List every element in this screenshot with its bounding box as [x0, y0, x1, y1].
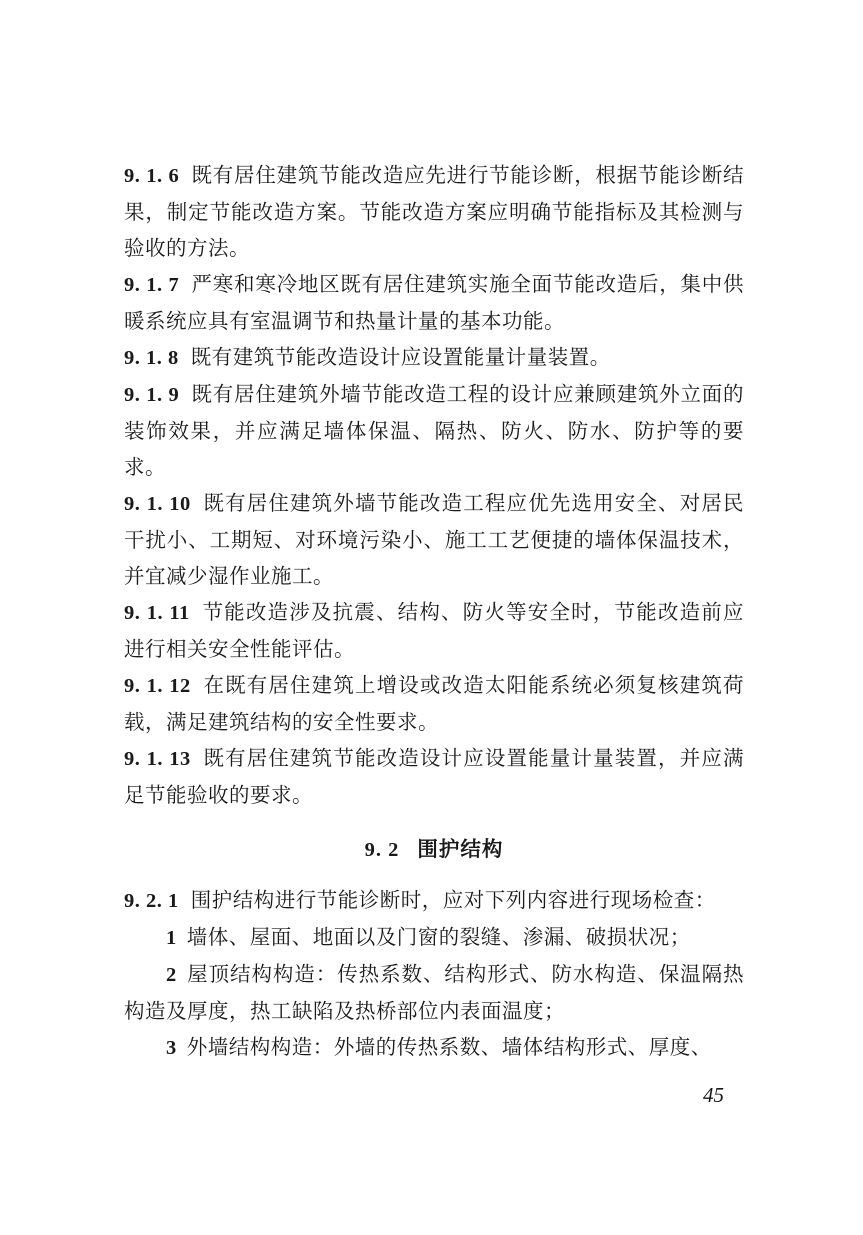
clause-9-2-1: [124, 882, 744, 919]
clause-number: 9. 1. 13: [124, 748, 191, 770]
section-number: 9. 2: [364, 839, 400, 861]
clause-text: 既有居住建筑外墙节能改造工程的设计应兼顾建筑外立面的装饰效果，并应满足墙体保温、隔热、防火、防水、防护等的要求。: [124, 382, 745, 479]
page-number: 45: [703, 1083, 724, 1107]
clause-9-1-8: [124, 339, 744, 376]
item-text: 屋顶结构构造：传热系数、结构形式、防水构造、保温隔热构造及厚度，热工缺陷及热桥部位内表面温度；: [124, 962, 744, 1023]
clause-number: 9. 1. 12: [124, 675, 191, 697]
clause-text: 在既有居住建筑上增设或改造太阳能系统必须复核建筑荷载，满足建筑结构的安全性要求。: [124, 673, 744, 734]
section-heading-9-2: [124, 831, 744, 868]
clause-text: 既有居住建筑节能改造应先进行节能诊断，根据节能诊断结果，制定节能改造方案。节能改造方案应明确节能指标及其检测与验收的方法。: [124, 163, 745, 260]
list-item-3: [124, 1029, 744, 1066]
list-item-2: [124, 956, 744, 1029]
clause-text: 围护结构进行节能诊断时，应对下列内容进行现场检查：: [190, 888, 716, 912]
clause-text: 既有居住建筑节能改造设计应设置能量计量装置，并应满足节能验收的要求。: [124, 746, 744, 807]
list-item-1: [124, 919, 744, 956]
clause-text: 既有建筑节能改造设计应设置能量计量装置。: [190, 345, 611, 369]
clause-number: 9. 1. 6: [124, 165, 180, 187]
clause-9-1-6: [124, 157, 744, 266]
clause-number: 9. 2. 1: [124, 890, 179, 912]
section-title: 围护结构: [417, 837, 504, 861]
clause-text: 严寒和寒冷地区既有居住建筑实施全面节能改造后，集中供暖系统应具有室温调节和热量计量的基本功能。: [124, 272, 745, 333]
clause-9-1-10: [124, 485, 744, 594]
clause-text: 既有居住建筑外墙节能改造工程应优先选用安全、对居民干扰小、工期短、对环境污染小、施工工艺便捷的墙体保温技术，并宜减少湿作业施工。: [124, 491, 744, 588]
item-text: 墙体、屋面、地面以及门窗的裂缝、渗漏、破损状况；: [186, 925, 691, 949]
clause-number: 9. 1. 8: [124, 347, 179, 369]
clause-number: 9. 1. 10: [124, 493, 191, 515]
item-number: 1: [166, 927, 177, 949]
document-body: [124, 157, 744, 1066]
clause-number: 9. 1. 7: [124, 274, 180, 296]
clause-number: 9. 1. 9: [124, 384, 180, 406]
clause-text: 节能改造涉及抗震、结构、防火等安全时，节能改造前应进行相关安全性能评估。: [124, 600, 744, 661]
item-number: 2: [166, 964, 177, 986]
clause-9-1-13: [124, 740, 744, 813]
clause-9-1-12: [124, 667, 744, 740]
clause-number: 9. 1. 11: [124, 602, 190, 624]
clause-9-1-7: [124, 266, 744, 339]
item-number: 3: [166, 1037, 177, 1059]
clause-9-1-11: [124, 594, 744, 667]
clause-9-1-9: [124, 376, 744, 485]
item-text: 外墙结构构造：外墙的传热系数、墙体结构形式、厚度、: [186, 1035, 712, 1059]
